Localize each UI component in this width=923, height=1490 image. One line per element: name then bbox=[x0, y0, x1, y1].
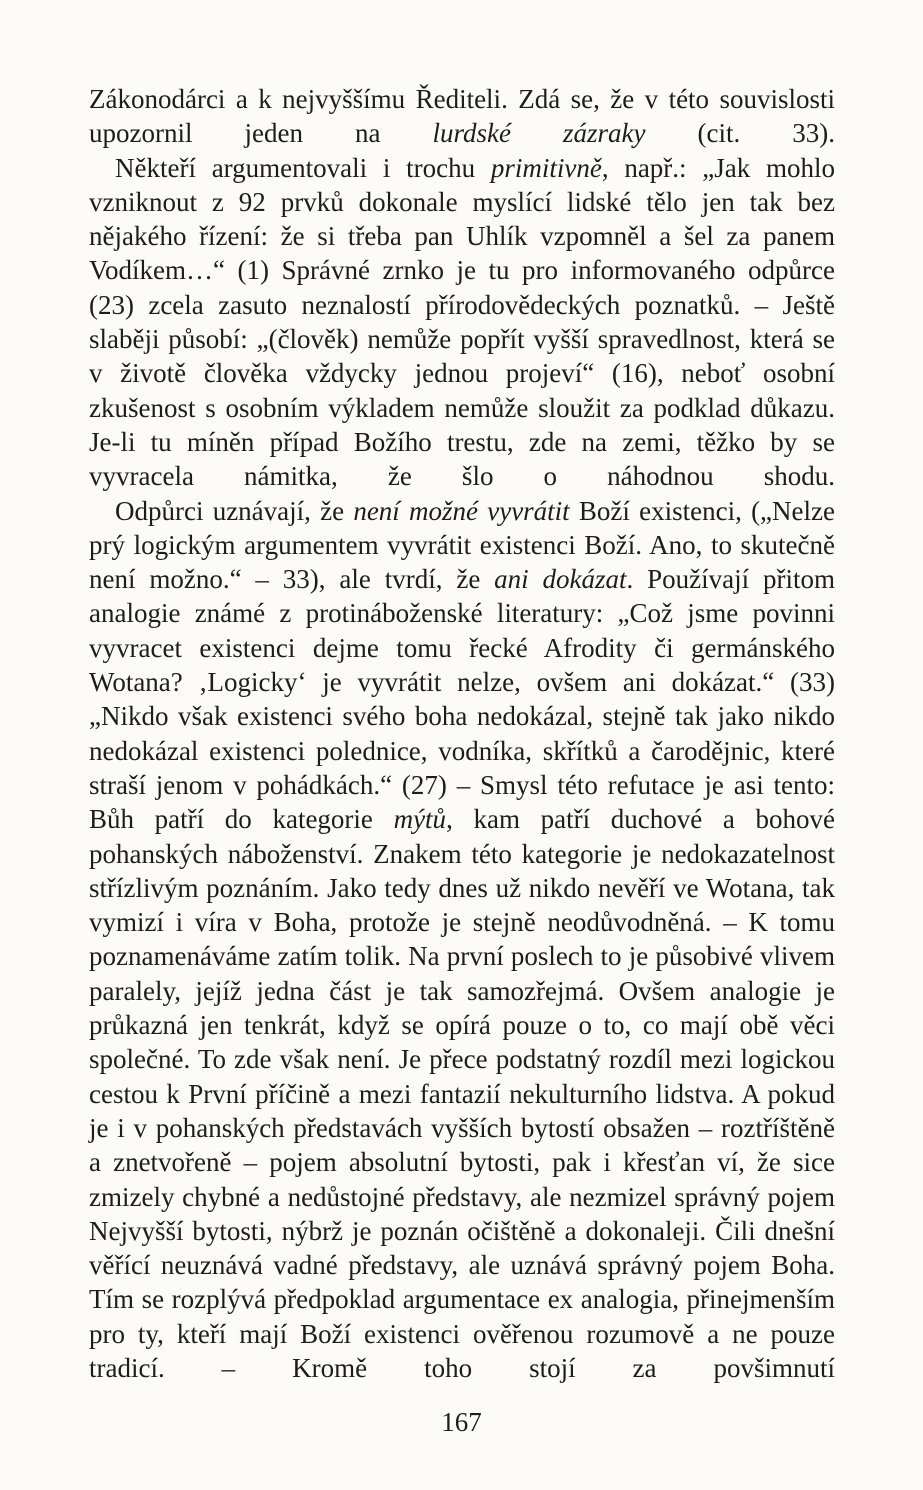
text-run: , kam patří duchové a bohové pohanských náboženství. Znakem této kategorie je nedokazatelnost střízlivým poznáním. Jako tedy dnes už nikdo nevěří ve Wotana, tak vymizí i víra v Boha, protože je stejně neodůvodněná. – K tomu poznamenáváme zatím tolik. Na první poslech to je působivé vlivem paralely, jejíž jedna část je tak samozřejmá. Ovšem analogie je průkazná jen tenkrát, když se opírá pouze o to, co mají obě věci společné. To zde však není. Je přece podstatný rozdíl mezi logickou cestou k První příčině a mezi fantazií nekulturního lidstva. A pokud je i v pohanských představách vyšších bytostí obsažen – roztříštěně a znetvořeně – pojem absolutní bytosti, pak i křesťan ví, že sice zmizely chybné a nedůstojné představy, ale nezmizel správný pojem Nejvyšší bytosti, nýbrž je poznán očištěně a dokonaleji. Čili dnešní věřící neuznává vadné představy, ale uznává správný pojem Boha. Tím se rozplývá předpoklad argumentace ex analogia, přinejmenším pro ty, kteří mají Boží existenci ověřenou rozumově a ne pouze tradicí. – Kromě toho stojí za povšimnutí bbox=[89, 804, 836, 1383]
italic-phrase: mýtů bbox=[393, 804, 447, 835]
page-number: 167 bbox=[441, 1407, 482, 1437]
text-run: (cit. 33). bbox=[645, 118, 835, 149]
text-run: Boží existenci, („Nelze prý logickým argumentem vyvrátit existenci Boží. Ano, to skutečně není možno.“ – 33), ale tvrdí, že bbox=[89, 495, 835, 595]
paragraph-3 bbox=[89, 494, 835, 1386]
text-run: Někteří argumentovali i trochu bbox=[115, 152, 491, 183]
paragraph-2 bbox=[89, 151, 835, 494]
text-run: Odpůrci uznávají, že bbox=[115, 495, 354, 526]
italic-phrase: primitivně bbox=[490, 152, 602, 183]
text-run: . Používají přitom analogie známé z protináboženské literatury: „Což jsme povinni vyvracet existenci dejme tomu řecké Afrodity či germánského Wotana? ‚Logicky‘ je vyvrátit nelze, ovšem ani dokázat.“ (33) „Nikdo však existenci svého boha nedokázal, stejně tak jako nikdo nedokázal existenci polednice, vodníka, skřítků a čarodějnic, které straší jenom v pohádkách.“ (27) – Smysl této refutace je asi tento: Bůh patří do kategorie bbox=[89, 564, 835, 835]
text-run: , např.: „Jak mohlo vzniknout z 92 prvků dokonale myslící lidské tělo jen tak bez nějakého řízení: že si třeba pan Uhlík vzpomněl a šel za panem Vodíkem…“ (1) Správné zrnko je tu pro informovaného odpůrce (23) zcela zasuto neznalostí přírodovědeckých poznatků. – Ještě slaběji působí: „(člověk) nemůže popřít vyšší spravedlnost, která se v životě člověka vždycky jednou projeví“ (16), neboť osobní zkušenost s osobním výkladem nemůže sloužit za podklad důkazu. Je-li tu míněn případ Božího trestu, zde na zemi, těžko by se vyvracela námitka, že šlo o náhodnou shodu. bbox=[89, 152, 835, 492]
text-run: Zákonodárci a k nejvyššímu Řediteli. Zdá se, že v této souvislosti upozornil jeden na bbox=[89, 84, 835, 149]
paragraph-1 bbox=[89, 82, 835, 151]
italic-phrase: ani dokázat bbox=[494, 564, 627, 595]
body-text bbox=[89, 82, 835, 1385]
italic-phrase: lurdské zázraky bbox=[432, 118, 646, 149]
italic-phrase: není možné vyvrátit bbox=[353, 495, 570, 526]
